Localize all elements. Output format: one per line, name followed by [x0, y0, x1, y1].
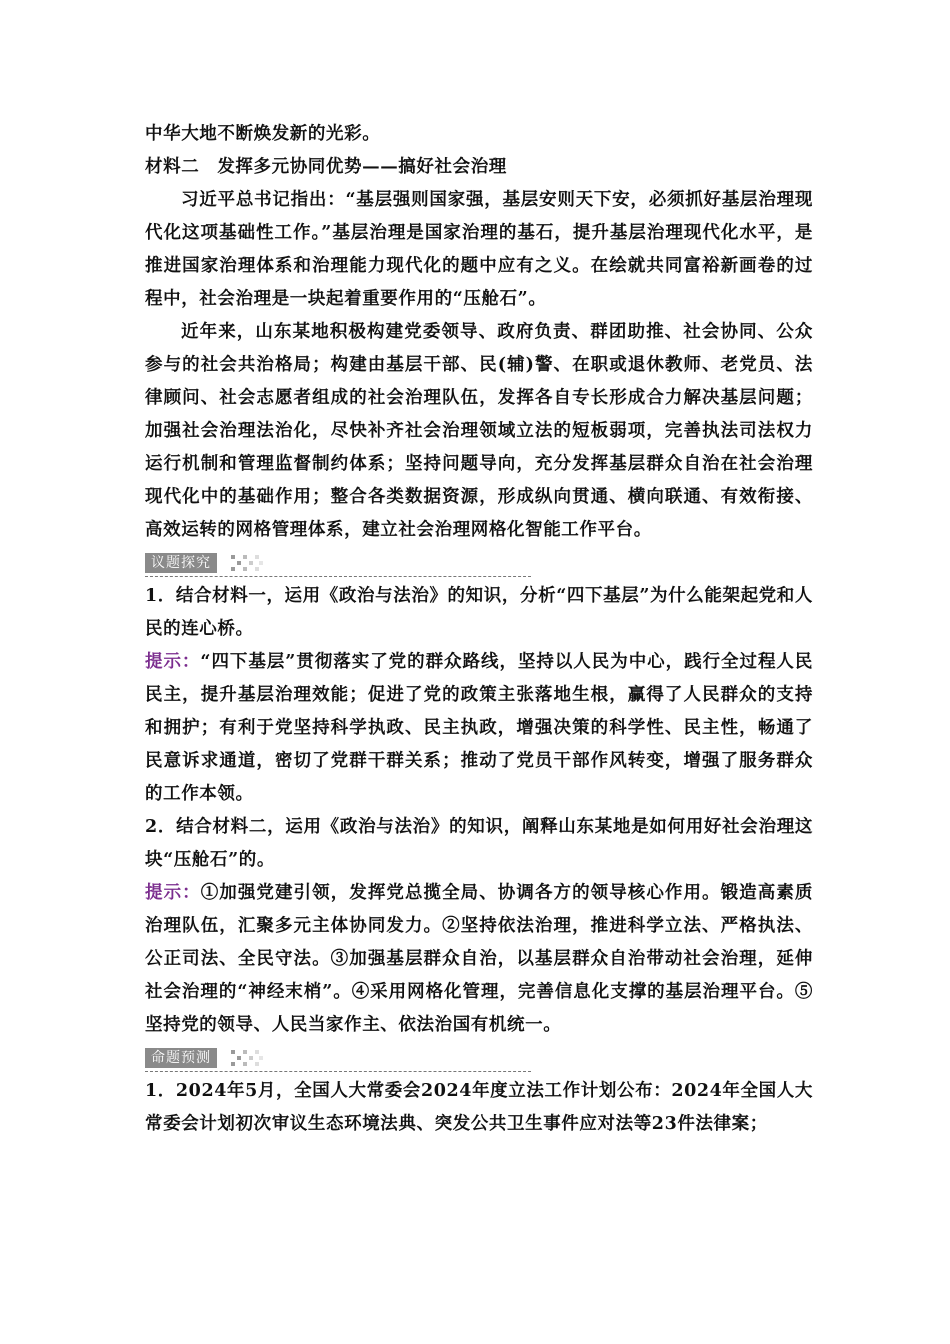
- section-divider: [145, 576, 531, 577]
- hint-label: 提示：: [145, 883, 201, 903]
- section-tag-label: 命题预测: [145, 1048, 217, 1068]
- section-tag-label: 议题探究: [145, 553, 217, 573]
- document-page: [145, 118, 813, 1141]
- section-tag-prediction: [145, 1044, 813, 1074]
- hint-label: 提示：: [145, 652, 201, 672]
- answer-2: [145, 877, 813, 1042]
- question-2: 2．结合材料二，运用《政治与法治》的知识，阐释山东某地是如何用好社会治理这块“压舱石”的。: [145, 817, 813, 870]
- material2-label: 材料二: [145, 157, 200, 177]
- checker-pattern-icon: [231, 1048, 263, 1068]
- material2-title: 发挥多元协同优势——搞好社会治理: [217, 157, 507, 177]
- intro-tail-text: 中华大地不断焕发新的光彩。: [145, 124, 381, 144]
- answer-1: [145, 646, 813, 811]
- section-divider: [145, 1071, 531, 1072]
- answer-1-text: “四下基层”贯彻落实了党的群众路线，坚持以人民为中心，践行全过程人民民主，提升基层治理效能；促进了党的政策主张落地生根，赢得了人民群众的支持和拥护；有利于党坚持科学执政、民主执政，增强决策的科学性、民主性，畅通了民意诉求通道，密切了党群干群关系；推动了党员干部作风转变，增强了服务群众的工作本领。: [145, 652, 813, 804]
- material2-paragraph-1: 习近平总书记指出：“基层强则国家强，基层安则天下安，必须抓好基层治理现代化这项基础性工作。”基层治理是国家治理的基石，提升基层治理现代化水平，是推进国家治理体系和治理能力现代化的题中应有之义。在绘就共同富裕新画卷的过程中，社会治理是一块起着重要作用的“压舱石”。: [145, 190, 813, 309]
- material2-paragraph-2: 近年来，山东某地积极构建党委领导、政府负责、群团助推、社会协同、公众参与的社会共治格局；构建由基层干部、民(辅)警、在职或退休教师、老党员、法律顾问、社会志愿者组成的社会治理队伍，发挥各自专长形成合力解决基层问题；加强社会治理法治化，尽快补齐社会治理领域立法的短板弱项，完善执法司法权力运行机制和管理监督制约体系；坚持问题导向，充分发挥基层群众自治在社会治理现代化中的基础作用；整合各类数据资源，形成纵向贯通、横向联通、有效衔接、高效运转的网格管理体系，建立社会治理网格化智能工作平台。: [145, 322, 813, 540]
- answer-2-text: ①加强党建引领，发挥党总揽全局、协调各方的领导核心作用。锻造高素质治理队伍，汇聚多元主体协同发力。②坚持依法治理，推进科学立法、严格执法、公正司法、全民守法。③加强基层群众自治，以基层群众自治带动社会治理，延伸社会治理的“神经末梢”。④采用网格化管理，完善信息化支撑的基层治理平台。⑤坚持党的领导、人民当家作主、依法治国有机统一。: [145, 883, 813, 1035]
- prediction-question-1: 1．2024年5月，全国人大常委会2024年度立法工作计划公布：2024年全国人大常委会计划初次审议生态环境法典、突发公共卫生事件应对法等23件法律案；: [145, 1081, 813, 1134]
- section-tag-discussion: [145, 549, 813, 579]
- checker-pattern-icon: [231, 553, 263, 573]
- question-1: 1．结合材料一，运用《政治与法治》的知识，分析“四下基层”为什么能架起党和人民的连心桥。: [145, 586, 813, 639]
- material2-heading: [145, 151, 813, 184]
